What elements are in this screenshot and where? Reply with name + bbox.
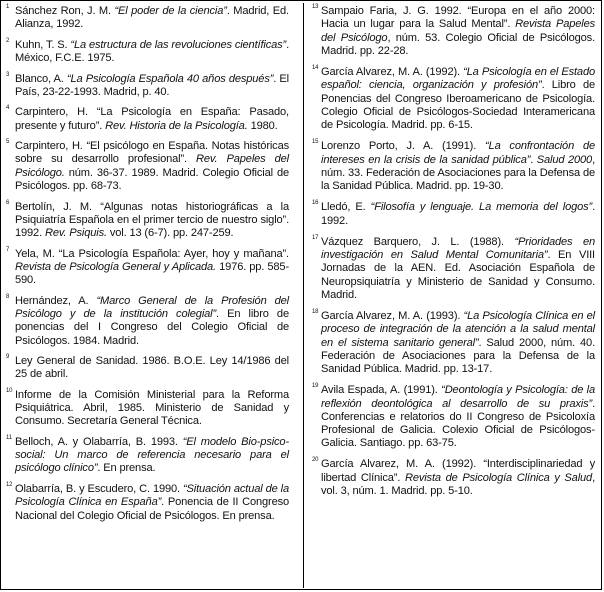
reference-entry bbox=[312, 383, 595, 450]
reference-title-italic: “La Psicología en el Estado español: ciencia, organización y profesión” bbox=[321, 65, 595, 92]
reference-text: núm. 36-37. 1989. Madrid. Colegio Oficial de Psicólogos. pp. 68-73. bbox=[15, 166, 289, 193]
reference-entry bbox=[6, 293, 289, 348]
reference-text: Sánchez Ron, J. M. bbox=[15, 5, 115, 17]
reference-number: 19 bbox=[312, 383, 319, 390]
reference-text: Bertolín, J. M. “Algunas notas historiográficas a la Psiquiatría Española en el primer tercio de nuestro siglo”. 1992. bbox=[15, 200, 289, 240]
reference-entry bbox=[312, 200, 596, 228]
reference-text: Carpintero, H. “La Psicología en España: Pasado, presente y futuro”. bbox=[15, 106, 289, 132]
reference-entry bbox=[312, 4, 595, 58]
reference-title-italic: “Situación actual de la Psicología Clínica en España” bbox=[15, 482, 289, 509]
reference-text: Hernández, A. bbox=[15, 294, 97, 307]
reference-title-italic: “Prioridades en investigación en Salud Mental Comunitaria” bbox=[321, 235, 595, 261]
reference-text: Avila Espada, A. (1991). bbox=[321, 384, 442, 397]
reference-title-italic: “La estructura de las revoluciones científicas” bbox=[70, 38, 287, 51]
reference-text: , núm. 33. Federación de Asociaciones para la Defensa de la Sanidad Pública. Madrid. pp. 19-30. bbox=[321, 153, 595, 193]
reference-number: 18 bbox=[312, 308, 319, 315]
reference-entry bbox=[6, 246, 289, 288]
reference-title-italic: “La Psicología Clínica en el proceso de integración de la atención a la salud mental en el sistema sanitario general” bbox=[321, 309, 595, 349]
reference-text: Lorenzo Porto, J. A. (1991). bbox=[321, 140, 485, 153]
reference-title-italic: Revista de Psicología General y Aplicada. bbox=[15, 260, 217, 273]
reference-title-italic: “Marco General de la Profesión del Psicólogo y de la institución colegial” bbox=[15, 294, 289, 320]
reference-number: 17 bbox=[312, 234, 319, 241]
reference-entry bbox=[6, 105, 289, 133]
reference-entry bbox=[312, 139, 595, 193]
reference-text: . Libro de Ponencias del Congreso Iberoamericano de Psicología. Colegio Oficial de Psicólogos-Sociedad Interamericana de Psicología. Madrid. pp. 6-15. bbox=[321, 79, 595, 132]
reference-title-italic: Rev. Historia de la Psicología. bbox=[105, 119, 248, 132]
reference-text: . Salud 2000, núm. 40. Federación de Asociaciones para la Defensa de la Sanidad Pública. Madrid. pp. 13-17. bbox=[321, 336, 595, 376]
reference-title-italic: “Filosofía y lenguaje. La memoria del logos” bbox=[370, 201, 593, 214]
reference-text: Ley General de Sanidad. 1986. B.O.E. Ley 14/1986 del 25 de abril. bbox=[15, 355, 289, 381]
reference-text: Olabarría, B. y Escudero, C. 1990. bbox=[15, 482, 183, 495]
reference-number: 9 bbox=[6, 354, 10, 361]
reference-text: . 1992. bbox=[321, 201, 596, 227]
reference-number: 14 bbox=[312, 64, 319, 71]
reference-number: 11 bbox=[6, 434, 12, 441]
reference-entry bbox=[6, 354, 289, 382]
reference-entry bbox=[312, 308, 595, 376]
reference-entry bbox=[6, 387, 289, 429]
reference-entry bbox=[6, 199, 289, 241]
reference-text: Kuhn, T. S. bbox=[15, 38, 71, 51]
reference-text: , vol. 3, núm. 1. Madrid. pp. 5-10. bbox=[321, 471, 595, 498]
reference-text: Lledó, E. bbox=[321, 201, 371, 214]
reference-entry bbox=[6, 139, 289, 193]
reference-number: 7 bbox=[6, 246, 10, 253]
reference-number: 12 bbox=[6, 481, 13, 488]
reference-text: . En libro de ponencias del I Congreso del Colegio Oficial de Psicólogos. 1984. Madrid. bbox=[15, 307, 289, 347]
reference-entry bbox=[6, 71, 289, 100]
reference-entry bbox=[6, 37, 289, 66]
reference-number: 3 bbox=[6, 71, 10, 78]
reference-text: . México, F.C.E. 1975. bbox=[15, 38, 289, 65]
reference-title-italic: “La Psicología Española 40 años después” bbox=[66, 72, 274, 85]
reference-number: 4 bbox=[6, 105, 10, 112]
reference-text: Sampaio Faria, J. G. 1992. “Europa en el año 2000: Hacia un lugar para la Salud Mental”. bbox=[321, 5, 595, 31]
reference-text: . En VIII Jornadas de la AEN. Ed. Asociación Española de Neuropsiquiatría y Ministerio de Sanidad y Consumo. Madrid. bbox=[321, 248, 595, 301]
reference-text: Blanco, A. bbox=[15, 72, 67, 85]
reference-entry bbox=[312, 457, 595, 498]
reference-text: García Alvarez, M. A. (1992). bbox=[321, 65, 464, 78]
references-left-column bbox=[6, 4, 290, 530]
reference-title-italic: “El poder de la ciencia” bbox=[114, 5, 227, 17]
references-right-column bbox=[312, 4, 596, 506]
reference-entry bbox=[312, 64, 595, 132]
reference-text: . En prensa. bbox=[97, 462, 156, 475]
reference-text: . bbox=[530, 153, 537, 166]
reference-entry bbox=[312, 234, 595, 302]
reference-title-italic: “Deontología y Psicología: de la reflexión deontológica al desarrollo de su praxis” bbox=[321, 384, 595, 410]
reference-text: . Ponencia de II Congreso Nacional del Colegio Oficial de Psicólogos. En prensa. bbox=[15, 496, 290, 522]
reference-entry bbox=[6, 4, 289, 32]
reference-text: Belloch, A. y Olabarría, B. 1993. bbox=[15, 435, 183, 448]
reference-number: 8 bbox=[6, 293, 10, 300]
reference-number: 15 bbox=[312, 139, 319, 146]
reference-title-italic: Rev. Psiquis. bbox=[44, 227, 107, 240]
reference-title-italic: Revista de Psicología Clínica y Salud bbox=[404, 471, 593, 484]
column-divider bbox=[303, 3, 304, 588]
reference-text: García Alvarez, M. A. (1993). bbox=[321, 309, 464, 322]
reference-number: 10 bbox=[6, 387, 13, 394]
reference-title-italic: Rev. Papeles del Psicólogo. bbox=[15, 153, 289, 179]
reference-text: Informe de la Comisión Ministerial para la Reforma Psiquiátrica. Abril, 1985. Ministerio de Sanidad y Consumo. Secretaría General Técnica. bbox=[15, 388, 289, 428]
reference-text: 1980. bbox=[247, 119, 278, 132]
reference-title-italic: “La confrontación de intereses en la crisis de la sanidad pública” bbox=[321, 140, 595, 166]
reference-title-italic: “El modelo Bio-psico-social: Un marco de referencia necesario para el psicólogo clínico” bbox=[15, 435, 289, 475]
reference-title-italic: Revista Papeles del Psicólogo bbox=[321, 18, 595, 44]
reference-text: García Alvarez, M. A. (1992). “Interdisciplinariedad y libertad Clínica”. bbox=[321, 458, 595, 484]
reference-number: 2 bbox=[6, 37, 10, 44]
reference-text: , núm. 53. Colegio Oficial de Psicólogos. Madrid. pp. 22-28. bbox=[321, 31, 595, 57]
reference-entry bbox=[6, 434, 289, 476]
reference-text: vol. 13 (6-7). pp. 247-259. bbox=[106, 227, 234, 240]
reference-number: 16 bbox=[312, 200, 319, 207]
reference-number: 6 bbox=[6, 199, 10, 206]
reference-text: Carpintero, H. “El psicólogo en España. Notas históricas sobre su desarrollo profesional”. bbox=[15, 140, 289, 166]
reference-text: 1976. pp. 585-590. bbox=[15, 260, 289, 287]
reference-text: . Conferencias e relatorios do II Congreso de Psicoloxía Profesional de Galicia. Colexio Oficial de Psicólogos-Galicia. Santiago. pp. 63-75. bbox=[321, 397, 595, 450]
reference-number: 20 bbox=[312, 457, 319, 464]
reference-number: 1 bbox=[6, 4, 10, 10]
reference-title-italic: Salud 2000 bbox=[536, 153, 593, 166]
reference-text: Vázquez Barquero, J. L. (1988). bbox=[321, 235, 515, 248]
reference-entry bbox=[6, 481, 290, 523]
reference-text: . El País, 23-22-1993. Madrid, p. 40. bbox=[15, 72, 289, 98]
reference-number: 5 bbox=[6, 139, 10, 146]
reference-text: . Madrid, Ed. Alianza, 1992. bbox=[15, 5, 289, 31]
reference-number: 13 bbox=[312, 4, 319, 10]
reference-text: Yela, M. “La Psicología Española: Ayer, hoy y mañana”. bbox=[15, 247, 289, 260]
